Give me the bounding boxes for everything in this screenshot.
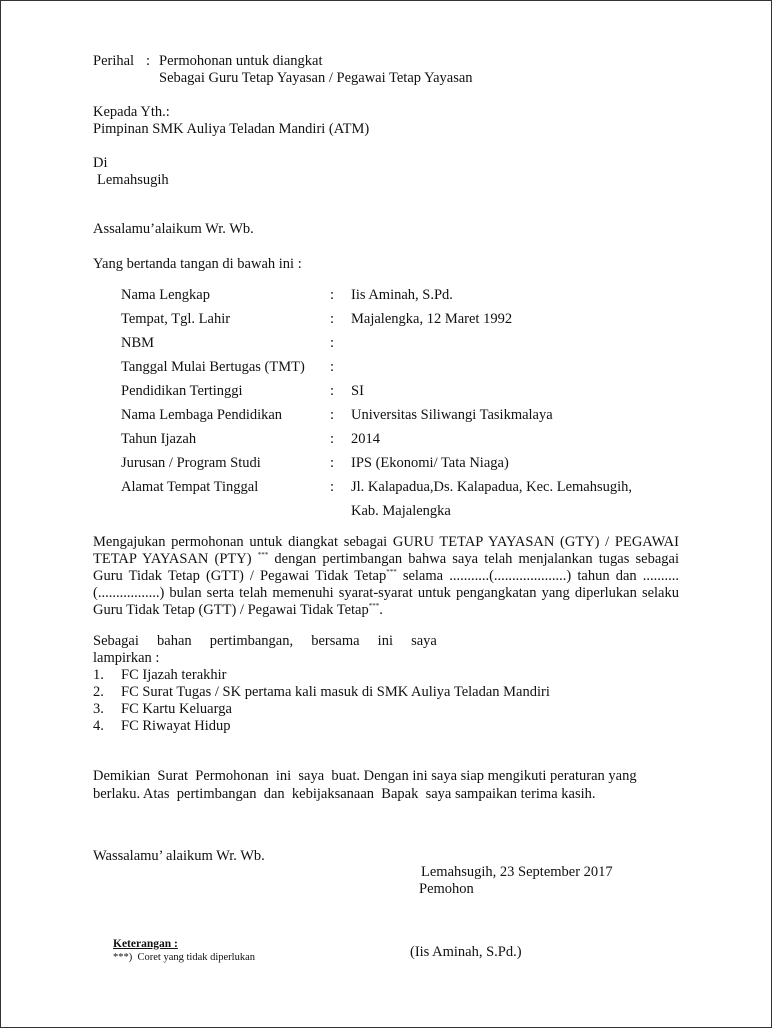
identity-colon: : xyxy=(330,359,335,375)
list-text: FC Surat Tugas / SK pertama kali masuk di SMK Auliya Teladan Mandiri xyxy=(121,684,550,700)
subject-line-1: Permohonan untuk diangkat xyxy=(159,53,323,69)
address-line-2: Kab. Majalengka xyxy=(351,503,451,519)
list-item xyxy=(0,718,772,735)
identity-colon: : xyxy=(330,455,335,471)
subject-label: Perihal xyxy=(93,53,135,69)
list-item xyxy=(0,701,772,718)
list-number: 1. xyxy=(93,667,104,683)
identity-row xyxy=(0,287,772,304)
greeting: Assalamu’alaikum Wr. Wb. xyxy=(93,221,254,237)
list-number: 4. xyxy=(93,718,104,734)
recipient-salutation: Kepada Yth.: xyxy=(93,104,170,120)
identity-colon: : xyxy=(330,335,335,351)
identity-row xyxy=(0,407,772,424)
identity-label: NBM xyxy=(121,335,155,351)
request-line-5 xyxy=(93,602,383,619)
identity-value: Iis Aminah, S.Pd. xyxy=(351,287,453,303)
signature-name: (Iis Aminah, S.Pd.) xyxy=(410,944,522,960)
signature-role: Pemohon xyxy=(419,881,474,897)
identity-colon: : xyxy=(330,383,335,399)
note-text: Coret yang tidak diperlukan xyxy=(137,952,256,963)
request-line-5b: . xyxy=(379,602,383,618)
identity-label: Tanggal Mulai Bertugas (TMT) xyxy=(121,359,305,375)
identity-value: Jl. Kalapadua,Ds. Kalapadua, Kec. Lemahsugih, xyxy=(351,479,633,495)
identity-label: Tempat, Tgl. Lahir xyxy=(121,311,231,327)
identity-value: SI xyxy=(351,383,364,399)
request-line-3a: Guru Tidak Tetap (GTT) / Pegawai Tidak Tetap xyxy=(93,568,387,584)
identity-label: Tahun Ijazah xyxy=(121,431,197,447)
request-line-2a: TETAP YAYASAN (PTY) xyxy=(93,551,252,567)
list-text: FC Riwayat Hidup xyxy=(121,718,231,734)
request-line-1: Mengajukan permohonan untuk diangkat sebagai GURU TETAP YAYASAN (GTY) / PEGAWAI xyxy=(93,534,679,550)
signature-place-date: Lemahsugih, 23 September 2017 xyxy=(421,864,613,880)
footnote-mark: *** xyxy=(386,568,397,576)
identity-colon: : xyxy=(330,407,335,423)
subject-line-2: Sebagai Guru Tetap Yayasan / Pegawai Tetap Yayasan xyxy=(159,70,473,86)
identity-row xyxy=(0,479,772,496)
footnote-mark: *** xyxy=(368,602,380,610)
identity-row xyxy=(0,431,772,448)
footnote-mark: *** xyxy=(257,551,269,559)
identity-value: IPS (Ekonomi/ Tata Niaga) xyxy=(351,455,509,471)
recipient-place: Lemahsugih xyxy=(97,172,169,188)
identity-row xyxy=(0,383,772,400)
closing-line-2: berlaku. Atas pertimbangan dan kebijaksanaan Bapak saya sampaikan terima kasih. xyxy=(93,786,596,802)
closing-line-1: Demikian Surat Permohonan ini saya buat. Dengan ini saya siap mengikuti peraturan yang xyxy=(93,768,637,784)
note-line xyxy=(113,949,255,966)
request-line-3 xyxy=(93,568,679,585)
subject-colon: : xyxy=(146,53,151,69)
list-item xyxy=(0,667,772,684)
attachments-intro-line-2: lampirkan : xyxy=(93,650,160,666)
recipient-di: Di xyxy=(93,155,108,171)
list-item xyxy=(0,684,772,701)
identity-colon: : xyxy=(330,479,335,495)
identity-colon: : xyxy=(330,287,335,303)
list-number: 2. xyxy=(93,684,104,700)
identity-row xyxy=(0,359,772,376)
identity-colon: : xyxy=(330,431,335,447)
identity-row-continued xyxy=(0,503,772,520)
identity-label: Jurusan / Program Studi xyxy=(121,455,261,471)
list-number: 3. xyxy=(93,701,104,717)
list-text: FC Kartu Keluarga xyxy=(121,701,232,717)
identity-colon: : xyxy=(330,311,335,327)
identity-row xyxy=(0,455,772,472)
identity-value: 2014 xyxy=(351,431,380,447)
list-text: FC Ijazah terakhir xyxy=(121,667,227,683)
identity-label: Alamat Tempat Tinggal xyxy=(121,479,259,495)
note-mark: ***) xyxy=(113,952,133,963)
recipient-name: Pimpinan SMK Auliya Teladan Mandiri (ATM) xyxy=(93,121,370,137)
note-title: Keterangan : xyxy=(113,938,178,950)
request-line-4: (.................) bulan serta telah memenuhi syarat-syarat untuk pengangkatan yang diperlukan selaku xyxy=(93,585,679,601)
identity-label: Pendidikan Tertinggi xyxy=(121,383,243,399)
identity-label: Nama Lengkap xyxy=(121,287,210,303)
identity-row xyxy=(0,311,772,328)
identity-row xyxy=(0,335,772,352)
request-line-2 xyxy=(93,551,679,568)
identity-value: Universitas Siliwangi Tasikmalaya xyxy=(351,407,553,423)
identity-value: Majalengka, 12 Maret 1992 xyxy=(351,311,513,327)
farewell: Wassalamu’ alaikum Wr. Wb. xyxy=(93,848,265,864)
identity-label: Nama Lembaga Pendidikan xyxy=(121,407,283,423)
request-line-5a: Guru Tidak Tetap (GTT) / Pegawai Tidak Tetap xyxy=(93,602,369,618)
intro-text: Yang bertanda tangan di bawah ini : xyxy=(93,256,302,272)
attachments-intro-line-1: Sebagai bahan pertimbangan, bersama ini saya xyxy=(93,633,437,649)
request-line-2b: dengan pertimbangan bahwa saya telah menjalankan tugas sebagai xyxy=(274,551,679,567)
request-line-3b: selama ...........(....................) tahun dan .......... xyxy=(402,568,679,584)
